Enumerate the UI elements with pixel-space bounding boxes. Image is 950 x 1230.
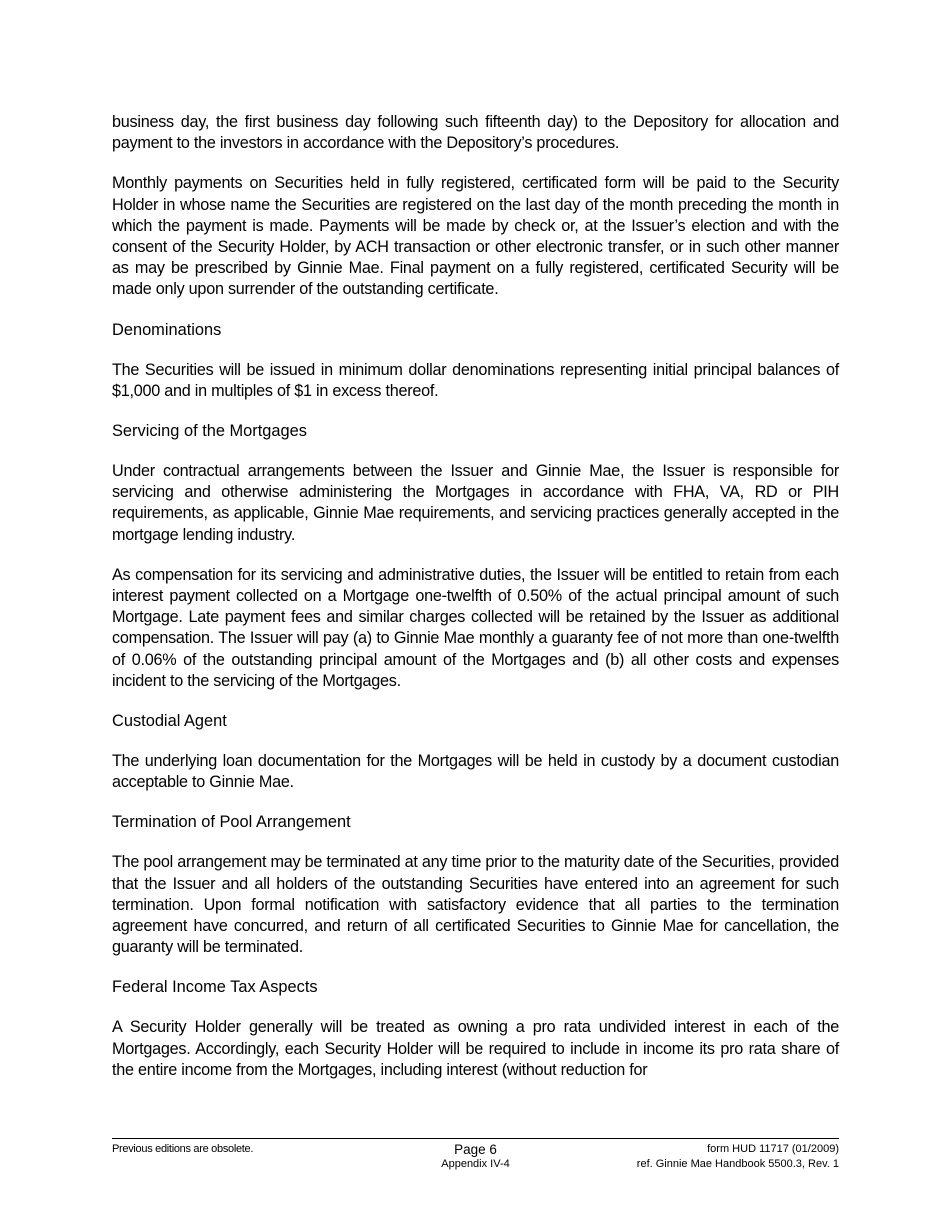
heading-termination: Termination of Pool Arrangement [112, 813, 351, 832]
heading-custodial-agent: Custodial Agent [112, 712, 227, 731]
paragraph-monthly-payments: Monthly payments on Securities held in fully registered, certificated form will be paid to the Security Holder in whose name the Securities are registered on the last day of the month preceding the month in which the payment is made. Payments will be made by check or, at the Issuer’s election and with the consent of the Security Holder, by ACH transaction or other electronic transfer, or in such other manner as may be prescribed by Ginnie Mae. Final payment on a fully registered, certificated Security will be made only upon surrender of the outstanding certificate. [112, 174, 839, 299]
footer-appendix: Appendix IV-4 [441, 1158, 510, 1170]
paragraph-denominations: The Securities will be issued in minimum dollar denominations representing initial principal balances of $1,000 and in multiples of $1 in excess thereof. [112, 360, 839, 400]
document-body [112, 112, 839, 1100]
footer-divider [112, 1138, 839, 1139]
paragraph-servicing-arrangements: Under contractual arrangements between the Issuer and Ginnie Mae, the Issuer is responsible for servicing and otherwise administering the Mortgages in accordance with FHA, VA, RD or PIH requirements, as applicable, Ginnie Mae requirements, and servicing practices generally accepted in the mortgage lending industry. [112, 462, 839, 544]
paragraph-compensation: As compensation for its servicing and administrative duties, the Issuer will be entitled to retain from each interest payment collected on a Mortgage one-twelfth of 0.50% of the actual principal amount of such Mortgage. Late payment fees and similar charges collected will be retained by the Issuer as additional compensation. The Issuer will pay (a) to Ginnie Mae monthly a guaranty fee of not more than one-twelfth of 0.06% of the outstanding principal amount of the Mortgages and (b) all other costs and expenses incident to the servicing of the Mortgages. [112, 565, 839, 690]
paragraph-termination: The pool arrangement may be terminated at any time prior to the maturity date of the Securities, provided that the Issuer and all holders of the outstanding Securities have entered into an agreement for such termination. Upon formal notification with satisfactory evidence that all parties to the termination agreement have concurred, and return of all certificated Securities to Ginnie Mae for cancellation, the guaranty will be terminated. [112, 853, 839, 957]
heading-federal-tax: Federal Income Tax Aspects [112, 978, 318, 997]
paragraph-depository-payment: business day, the first business day following such fifteenth day) to the Depository for allocation and payment to the investors in accordance with the Depository’s procedures. [112, 113, 839, 153]
page-footer [112, 1142, 839, 1182]
footer-form-number: form HUD 11717 (01/2009) [707, 1143, 839, 1155]
heading-servicing: Servicing of the Mortgages [112, 422, 307, 441]
footer-obsolete-note: Previous editions are obsolete. [112, 1143, 254, 1155]
footer-form-info [637, 1142, 839, 1172]
paragraph-custodial-agent: The underlying loan documentation for the Mortgages will be held in custody by a document custodian acceptable to Ginnie Mae. [112, 752, 839, 792]
footer-handbook-ref: ref. Ginnie Mae Handbook 5500.3, Rev. 1 [636, 1158, 839, 1170]
footer-page-number: Page 6 [454, 1142, 497, 1157]
paragraph-federal-tax: A Security Holder generally will be treated as owning a pro rata undivided interest in each of the Mortgages. Accordingly, each Security Holder will be required to include in income its pro rata share of the entire income from the Mortgages, including interest (without reduction for [112, 1018, 839, 1079]
heading-denominations: Denominations [112, 320, 222, 339]
